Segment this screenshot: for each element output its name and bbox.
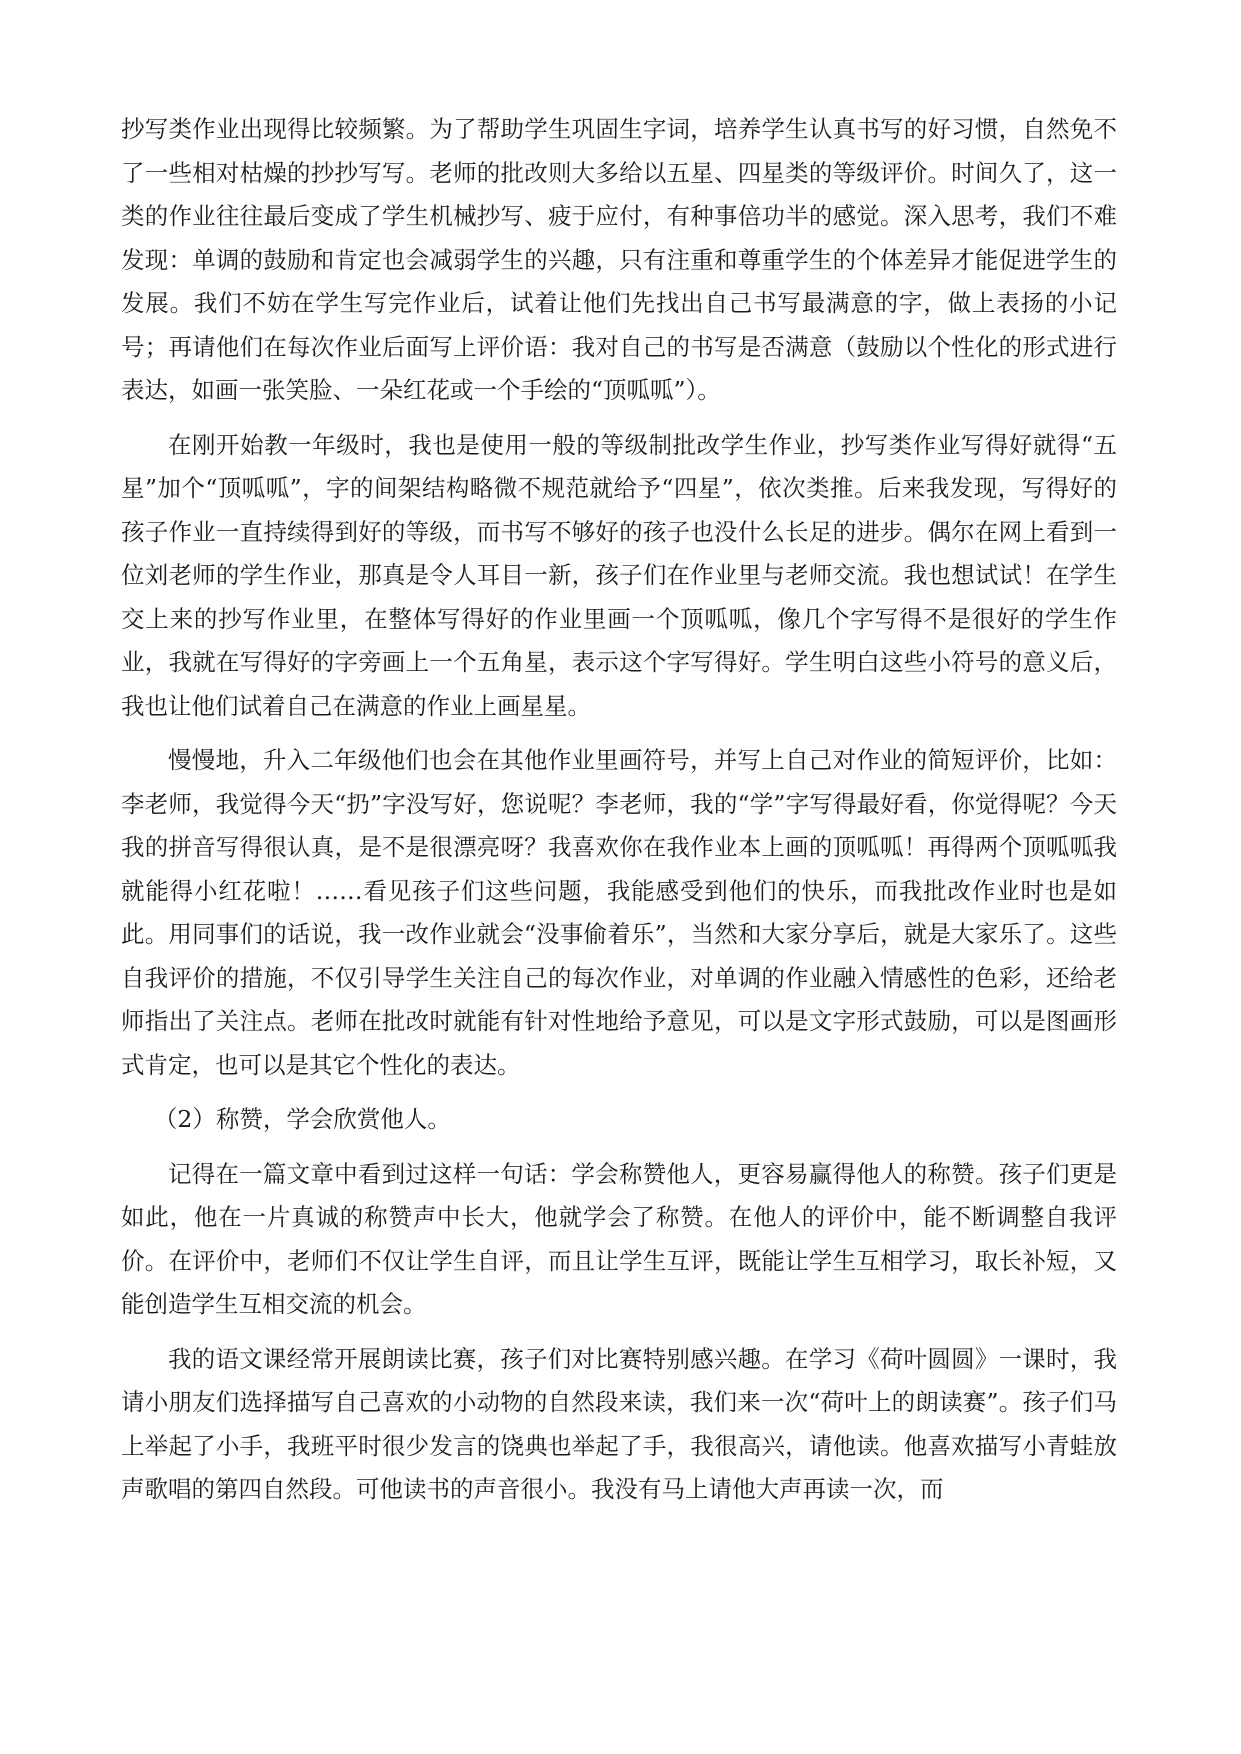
document-page <box>121 108 1117 1523</box>
paragraph-continuation: 抄写类作业出现得比较频繁。为了帮助学生巩固生字词，培养学生认真书写的好习惯，自然免不了一些相对枯燥的抄抄写写。老师的批改则大多给以五星、四星类的等级评价。时间久了，这一类的作业往往最后变成了学生机械抄写、疲于应付，有种事倍功半的感觉。深入思考，我们不难发现：单调的鼓励和肯定也会减弱学生的兴趣，只有注重和尊重学生的个体差异才能促进学生的发展。我们不妨在学生写完作业后，试着让他们先找出自己书写最满意的字，做上表扬的小记号；再请他们在每次作业后面写上评价语：我对自己的书写是否满意（鼓励以个性化的形式进行表达，如画一张笑脸、一朵红花或一个手绘的“顶呱呱”）。 <box>121 115 1117 404</box>
paragraph-first-grade-grading: 在刚开始教一年级时，我也是使用一般的等级制批改学生作业，抄写类作业写得好就得“五星”加个“顶呱呱”，字的间架结构略微不规范就给予“四星”，依次类推。后来我发现，写得好的孩子作业一直持续得到好的等级，而书写不够好的孩子也没什么长足的进步。偶尔在网上看到一位刘老师的学生作业，那真是令人耳目一新，孩子们在作业里与老师交流。我也想试试！在学生交上来的抄写作业里，在整体写得好的作业里画一个顶呱呱，像几个字写得不是很好的学生作业，我就在写得好的字旁画上一个五角星，表示这个字写得好。学生明白这些小符号的意义后，我也让他们试着自己在满意的作业上画星星。 <box>121 430 1117 720</box>
paragraph-learning-to-praise: 记得在一篇文章中看到过这样一句话：学会称赞他人，更容易赢得他人的称赞。孩子们更是如此，他在一片真诚的称赞声中长大，他就学会了称赞。在他人的评价中，能不断调整自我评价。在评价中，老师们不仅让学生自评，而且让学生互评，既能让学生互相学习，取长补短，又能创造学生互相交流的机会。 <box>121 1159 1117 1318</box>
paragraph-second-grade-self-evaluation: 慢慢地，升入二年级他们也会在其他作业里画符号，并写上自己对作业的简短评价，比如：李老师，我觉得今天“扔”字没写好，您说呢？李老师，我的“学”字写得最好看，你觉得呢？今天我的拼音写得很认真，是不是很漂亮呀？我喜欢你在我作业本上画的顶呱呱！再得两个顶呱呱我就能得小红花啦！……看见孩子们这些问题，我能感受到他们的快乐，而我批改作业时也是如此。用同事们的话说，我一改作业就会“没事偷着乐”，当然和大家分享后，就是大家乐了。这些自我评价的措施，不仅引导学生关注自己的每次作业，对单调的作业融入情感性的色彩，还给老师指出了关注点。老师在批改时就能有针对性地给予意见，可以是文字形式鼓励，可以是图画形式肯定，也可以是其它个性化的表达。 <box>121 746 1117 1079</box>
section-heading-praise: （2）称赞，学会欣赏他人。 <box>153 1105 451 1133</box>
paragraph-reading-contest: 我的语文课经常开展朗读比赛，孩子们对比赛特别感兴趣。在学习《荷叶圆圆》一课时，我请小朋友们选择描写自己喜欢的小动物的自然段来读，我们来一次“荷叶上的朗读赛”。孩子们马上举起了小手，我班平时很少发言的饶典也举起了手，我很高兴，请他读。他喜欢描写小青蛙放声歌唱的第四自然段。可他读书的声音很小。我没有马上请他大声再读一次，而 <box>121 1344 1117 1503</box>
